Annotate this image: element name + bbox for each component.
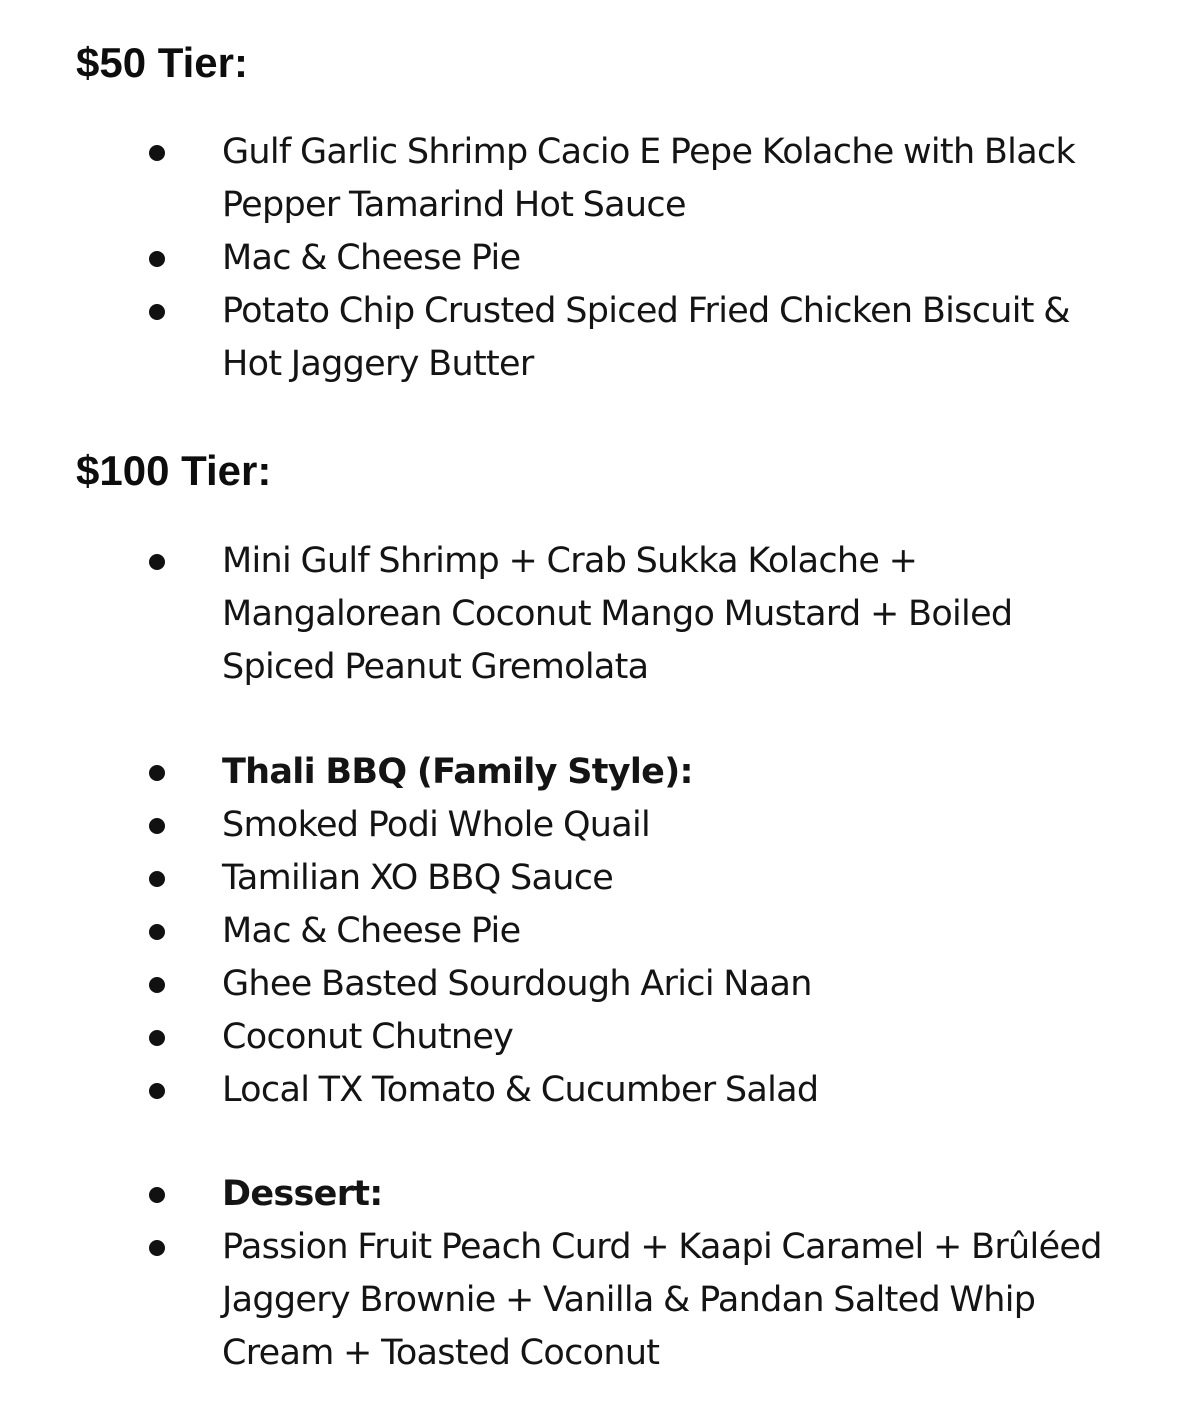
menu-item-text: Gulf Garlic Shrimp Cacio E Pepe Kolache with Black Pepper Tamarind Hot Sauce bbox=[222, 132, 1076, 225]
menu-item-text: Passion Fruit Peach Curd + Kaapi Caramel + Brûléed Jaggery Brownie + Vanilla & Pandan Salted Whip Cream + Toasted Coconut bbox=[222, 1227, 1102, 1373]
list-item bbox=[0, 1168, 1179, 1221]
bullet-icon bbox=[149, 1030, 165, 1046]
tier-100-heading: $100 Tier: bbox=[76, 447, 272, 494]
tier-50-heading: $50 Tier: bbox=[76, 39, 248, 86]
thali-list bbox=[0, 746, 1179, 1117]
bullet-icon bbox=[149, 977, 165, 993]
bullet-icon bbox=[149, 765, 165, 781]
list-item bbox=[0, 1064, 1179, 1117]
bullet-icon bbox=[149, 145, 165, 161]
dessert-list bbox=[0, 1168, 1179, 1380]
bullet-icon bbox=[149, 554, 165, 570]
bullet-icon bbox=[149, 924, 165, 940]
tier-50-list bbox=[0, 126, 1179, 391]
bullet-icon bbox=[149, 304, 165, 320]
bullet-icon bbox=[149, 871, 165, 887]
list-item bbox=[0, 285, 1179, 391]
menu-item-text: Mac & Cheese Pie bbox=[222, 238, 521, 278]
list-item bbox=[0, 126, 1179, 232]
menu-item-text: Ghee Basted Sourdough Arici Naan bbox=[222, 964, 812, 1004]
menu-item-text: Local TX Tomato & Cucumber Salad bbox=[222, 1070, 819, 1110]
menu-item-text: Potato Chip Crusted Spiced Fried Chicken Biscuit & Hot Jaggery Butter bbox=[222, 291, 1070, 384]
list-item bbox=[0, 1221, 1179, 1380]
list-item bbox=[0, 799, 1179, 852]
bullet-icon bbox=[149, 1240, 165, 1256]
menu-item-text: Tamilian XO BBQ Sauce bbox=[222, 858, 614, 898]
menu-item-text: Coconut Chutney bbox=[222, 1017, 514, 1057]
bullet-icon bbox=[149, 1083, 165, 1099]
list-item bbox=[0, 905, 1179, 958]
menu-item-text: Mac & Cheese Pie bbox=[222, 911, 521, 951]
menu-item-text: Smoked Podi Whole Quail bbox=[222, 805, 651, 845]
list-item bbox=[0, 746, 1179, 799]
list-item bbox=[0, 535, 1179, 694]
thali-title: Thali BBQ (Family Style): bbox=[222, 752, 693, 792]
menu-item-text: Mini Gulf Shrimp + Crab Sukka Kolache + Mangalorean Coconut Mango Mustard + Boiled Spiced Peanut Gremolata bbox=[222, 541, 1013, 687]
bullet-icon bbox=[149, 251, 165, 267]
list-item bbox=[0, 1011, 1179, 1064]
list-item bbox=[0, 232, 1179, 285]
bullet-icon bbox=[149, 1187, 165, 1203]
bullet-icon bbox=[149, 818, 165, 834]
dessert-title: Dessert: bbox=[222, 1174, 383, 1214]
tier-100-starter-list bbox=[0, 535, 1179, 694]
list-item bbox=[0, 852, 1179, 905]
list-item bbox=[0, 958, 1179, 1011]
